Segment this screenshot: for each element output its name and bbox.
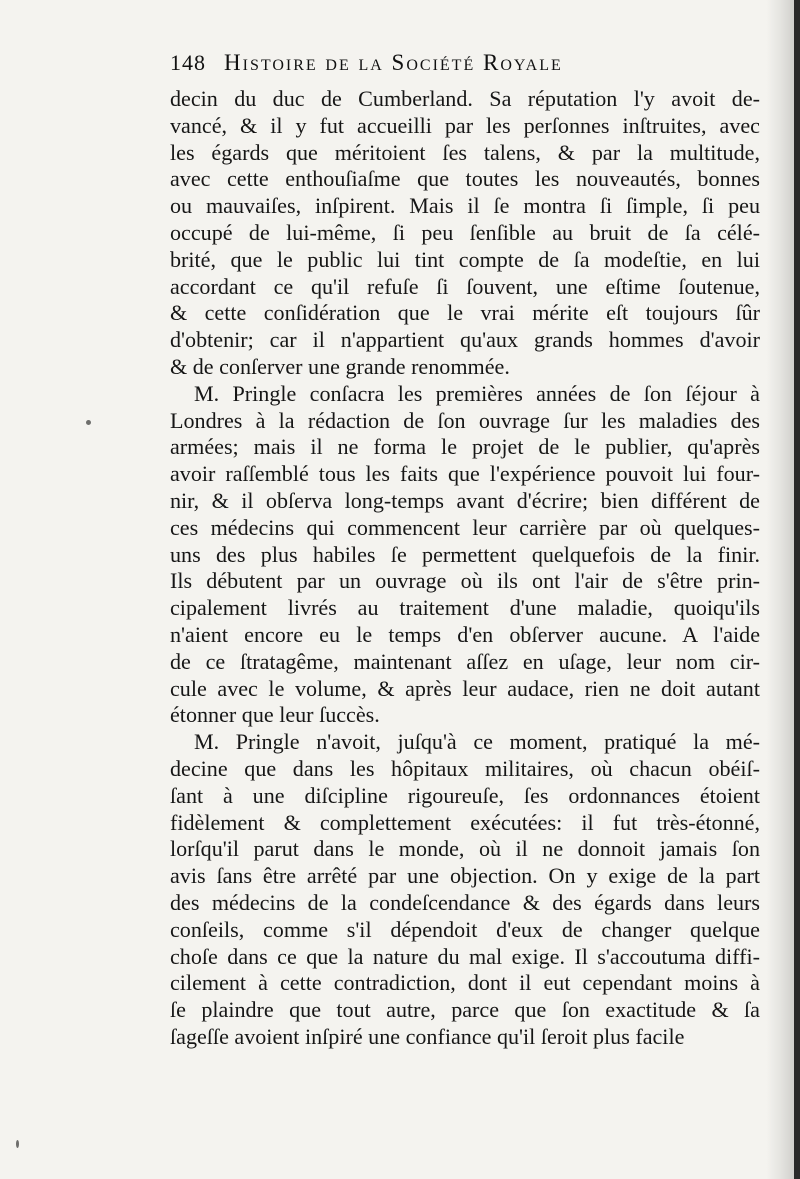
text-line: d'obtenir; car il n'appartient qu'aux grands hommes d'avoir	[170, 327, 760, 353]
text-line: M. Pringle n'avoit, juſqu'à ce moment, pratiqué la mé-	[194, 729, 760, 755]
page-edge	[794, 0, 800, 1179]
text-line: armées; mais il ne forma le projet de le publier, qu'après	[170, 434, 760, 460]
text-line: cipalement livrés au traitement d'une maladie, quoiqu'ils	[170, 595, 760, 621]
text-line: ſe plaindre que tout autre, parce que ſon exactitude & ſa	[170, 997, 760, 1023]
text-line: des médecins de la condeſcendance & des égards dans leurs	[170, 889, 760, 915]
text-line: cule avec le volume, & après leur audace, rien ne doit autant	[170, 675, 760, 701]
text-line: decin du duc de Cumberland. Sa réputation l'y avoit de-	[170, 86, 760, 111]
text-line: avis ſans être arrêté par une objection. On y exige de la part	[170, 863, 760, 889]
text-line: occupé de lui-même, ſi peu ſenſible au bruit de ſa célé-	[170, 219, 760, 245]
text-line: ces médecins qui commencent leur carrière par où quelques-	[170, 514, 760, 540]
paragraph	[170, 86, 760, 381]
text-line: vancé, & il y fut accueilli par les perſonnes inſtruites, avec	[170, 112, 760, 138]
text-line: avec cette enthouſiaſme que toutes les nouveautés, bonnes	[170, 166, 760, 192]
text-line: & cette conſidération que le vrai mérite eſt toujours ſûr	[170, 300, 760, 326]
text-line: nir, & il obſerva long-temps avant d'écrire; bien différent de	[170, 487, 760, 513]
text-line: lorſqu'il parut dans le monde, où il ne donnoit jamais ſon	[170, 836, 760, 862]
text-line: n'aient encore eu le temps d'en obſerver aucune. A l'aide	[170, 621, 760, 647]
text-line: accordant ce qu'il refuſe ſi ſouvent, une eſtime ſoutenue,	[170, 273, 760, 299]
text-line: ſant à une diſcipline rigoureuſe, ſes ordonnances étoient	[170, 782, 760, 808]
paragraph	[170, 729, 760, 1051]
text-line: avoir raſſemblé tous les faits que l'expérience pouvoit lui four-	[170, 461, 760, 487]
body-text	[170, 86, 760, 1051]
text-line: fidèlement & complettement exécutées: il fut très-étonné,	[170, 809, 760, 835]
text-line: Londres à la rédaction de ſon ouvrage ſur les maladies des	[170, 407, 760, 433]
text-line: conſeils, comme s'il dépendoit d'eux de changer quelque	[170, 916, 760, 942]
page-header	[170, 50, 730, 76]
paragraph	[170, 381, 760, 729]
text-line: & de conſerver une grande renommée.	[170, 353, 510, 379]
page-number: 148	[170, 50, 206, 75]
ink-speck	[86, 420, 91, 425]
text-line: M. Pringle conſacra les premières années de ſon ſéjour à	[194, 380, 760, 406]
text-line: choſe dans ce que la nature du mal exige. Il s'accoutuma diffi-	[170, 943, 760, 969]
running-head: Histoire de la Société Royale	[224, 50, 563, 75]
text-line: Ils débutent par un ouvrage où ils ont l'air de s'être prin-	[170, 568, 760, 594]
text-line: uns des plus habiles ſe permettent quelquefois de la finir.	[170, 541, 760, 567]
ink-speck	[16, 1140, 19, 1148]
text-line: decine que dans les hôpitaux militaires, où chacun obéiſ-	[170, 755, 760, 781]
text-line: étonner que leur ſuccès.	[170, 702, 380, 728]
text-line: de ce ſtratagême, maintenant aſſez en uſage, leur nom cir-	[170, 648, 760, 674]
text-line: brité, que le public lui tint compte de ſa modeſtie, en lui	[170, 246, 760, 272]
text-line: ſageſſe avoient inſpiré une confiance qu'il ſeroit plus facile	[170, 1023, 685, 1049]
text-line: ou mauvaiſes, inſpirent. Mais il ſe montra ſi ſimple, ſi peu	[170, 193, 760, 219]
text-line: cilement à cette contradiction, dont il eut cependant moins à	[170, 970, 760, 996]
text-line: les égards que méritoient ſes talens, & par la multitude,	[170, 139, 760, 165]
